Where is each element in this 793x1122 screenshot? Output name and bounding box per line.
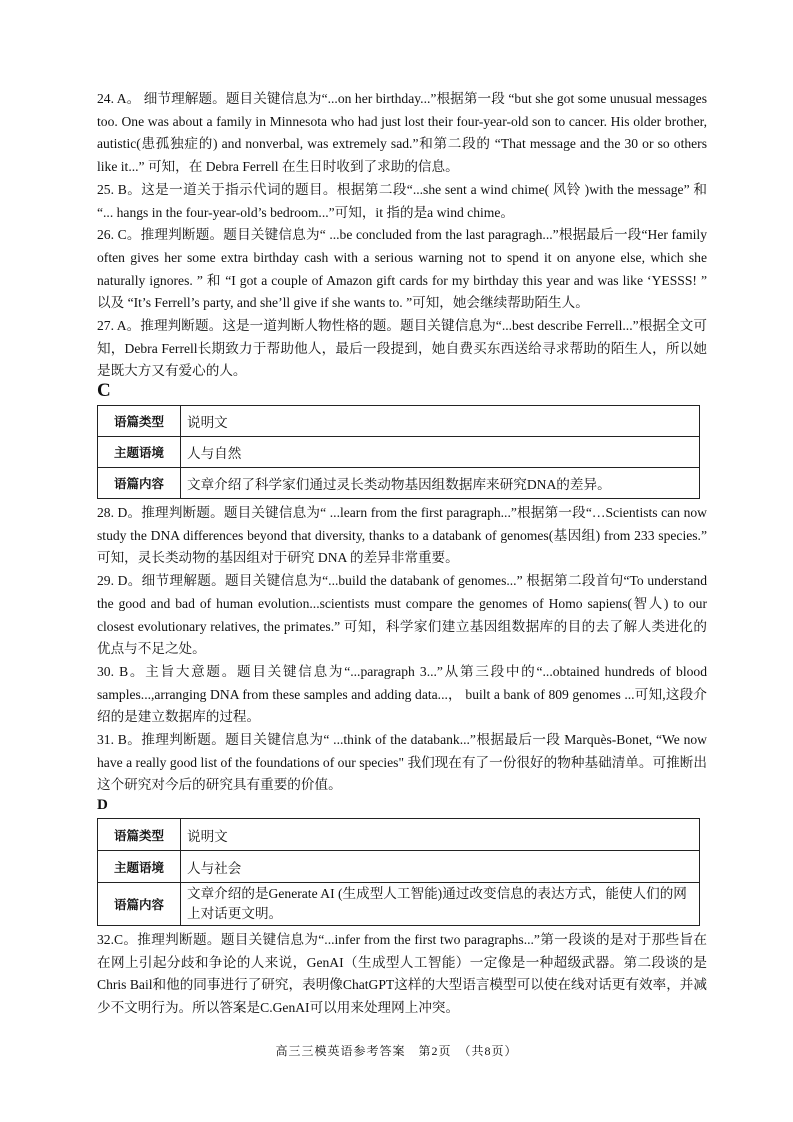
row-key: 语篇类型 <box>98 819 181 851</box>
row-value: 说明文 <box>181 406 700 437</box>
row-value: 文章介绍了科学家们通过灵长类动物基因组数据库来研究DNA的差异。 <box>181 468 700 499</box>
answers-section-c <box>97 502 707 797</box>
answer-27: 27. A。推理判断题。这是一道判断人物性格的题。题目关键信息为“...best describe Ferrell...”根据全文可知，Debra Ferrell长期致力于帮助他人，最后一段提到，她自费买东西送给寻求帮助的陌生人，所以她是既大方又有爱心的人。 <box>97 318 707 379</box>
answer-24: 24. A。 细节理解题。题目关键信息为“...on her birthday...”根据第一段 “but she got some unusual messages too. One was about a family in Minnesota who had just lost their four-year-old son to cancer. His older brother, autistic(患孤独症的) and nonverbal, was extremely sad.”和第二段的 “That message and the 30 or so others like it...” 可知，在 Debra Ferrell 在生日时收到了求助的信息。 <box>97 91 707 175</box>
answers-section-d <box>97 929 707 1020</box>
answers-section-b <box>97 88 707 383</box>
table-row <box>98 406 700 437</box>
row-value: 文章介绍的是Generate AI (生成型人工智能)通过改变信息的表达方式，能使人们的网上对话更文明。 <box>181 883 700 926</box>
table-row <box>98 468 700 499</box>
row-key: 语篇类型 <box>98 406 181 437</box>
row-value: 说明文 <box>181 819 700 851</box>
page-footer: 高三三模英语参考答案 第2页 （共8页） <box>275 1044 518 1058</box>
table-row <box>98 437 700 468</box>
table-row <box>98 851 700 883</box>
section-d-table <box>97 818 700 926</box>
answer-28: 28. D。推理判断题。题目关键信息为“ ...learn from the first paragraph...”根据第一段“…Scientists can now study the DNA differences beyond that diversity, thanks to a databank of genomes(基因组) from 233 species.” 可知，灵长类动物的基因组对于研究 DNA 的差异非常重要。 <box>97 505 707 566</box>
row-key: 语篇内容 <box>98 468 181 499</box>
row-value: 人与自然 <box>181 437 700 468</box>
row-key: 主题语境 <box>98 851 181 883</box>
table-row <box>98 883 700 926</box>
answer-31: 31. B。推理判断题。题目关键信息为“ ...think of the databank...”根据最后一段 Marquès-Bonet, “We now have a really good list of the foundations of our species" 我们现在有了一份很好的物种基础清单。可推断出这个研究对今后的研究具有重要的价值。 <box>97 732 707 793</box>
section-c-heading: C <box>97 380 111 401</box>
row-value: 人与社会 <box>181 851 700 883</box>
row-key: 主题语境 <box>98 437 181 468</box>
answer-32: 32.C。推理判断题。题目关键信息为“...infer from the first two paragraphs...”第一段谈的是对于那些旨在在网上引起分歧和争论的人来说，GenAI（生成型人工智能）一定像是一种超级武器。第二段谈的是Chris Bail和他的同事进行了研究，表明像ChatGPT这样的大型语言模型可以使在线对话更有效率，并减少不文明行为。所以答案是C.GenAI可以用来处理网上冲突。 <box>97 932 707 1016</box>
answer-29: 29. D。细节理解题。题目关键信息为“...build the databank of genomes...” 根据第二段首句“To understand the good and bad of human evolution...scientists must compare the genomes of Homo sapiens(智人) to our closest evolutionary relatives, the primates.” 可知，科学家们建立基因组数据库的目的去了解人类进化的优点与不足之处。 <box>97 573 707 657</box>
section-d-heading: D <box>97 797 108 813</box>
row-key: 语篇内容 <box>98 883 181 926</box>
answer-30: 30. B。主旨大意题。题目关键信息为“...paragraph 3...”从第三段中的“...obtained hundreds of blood samples...,arranging DNA from these samples and adding data...， built a bank of 809 genomes ...可知,这段介绍的是建立数据库的过程。 <box>97 663 707 725</box>
answer-26: 26. C。推理判断题。题目关键信息为“ ...be concluded from the last paragragh...”根据最后一段“Her family often gives her some extra birthday cash with a serious warning not to spend it on anyone else, which she naturally ignores. ” 和 “I got a couple of Amazon gift cards for my birthday this year and was like ‘YESSS! ” 以及 “It’s Ferrell’s party, and she’ll give if she wants to. ”可知，她会继续帮助陌生人。 <box>97 227 707 311</box>
table-row <box>98 819 700 851</box>
answer-25: 25. B。这是一道关于指示代词的题目。根据第二段“...she sent a wind chime( 风铃 )with the message” 和 “... hangs in the four-year-old’s bedroom...”可知，it 指的是a wind chime。 <box>97 181 707 220</box>
section-c-table <box>97 405 700 499</box>
